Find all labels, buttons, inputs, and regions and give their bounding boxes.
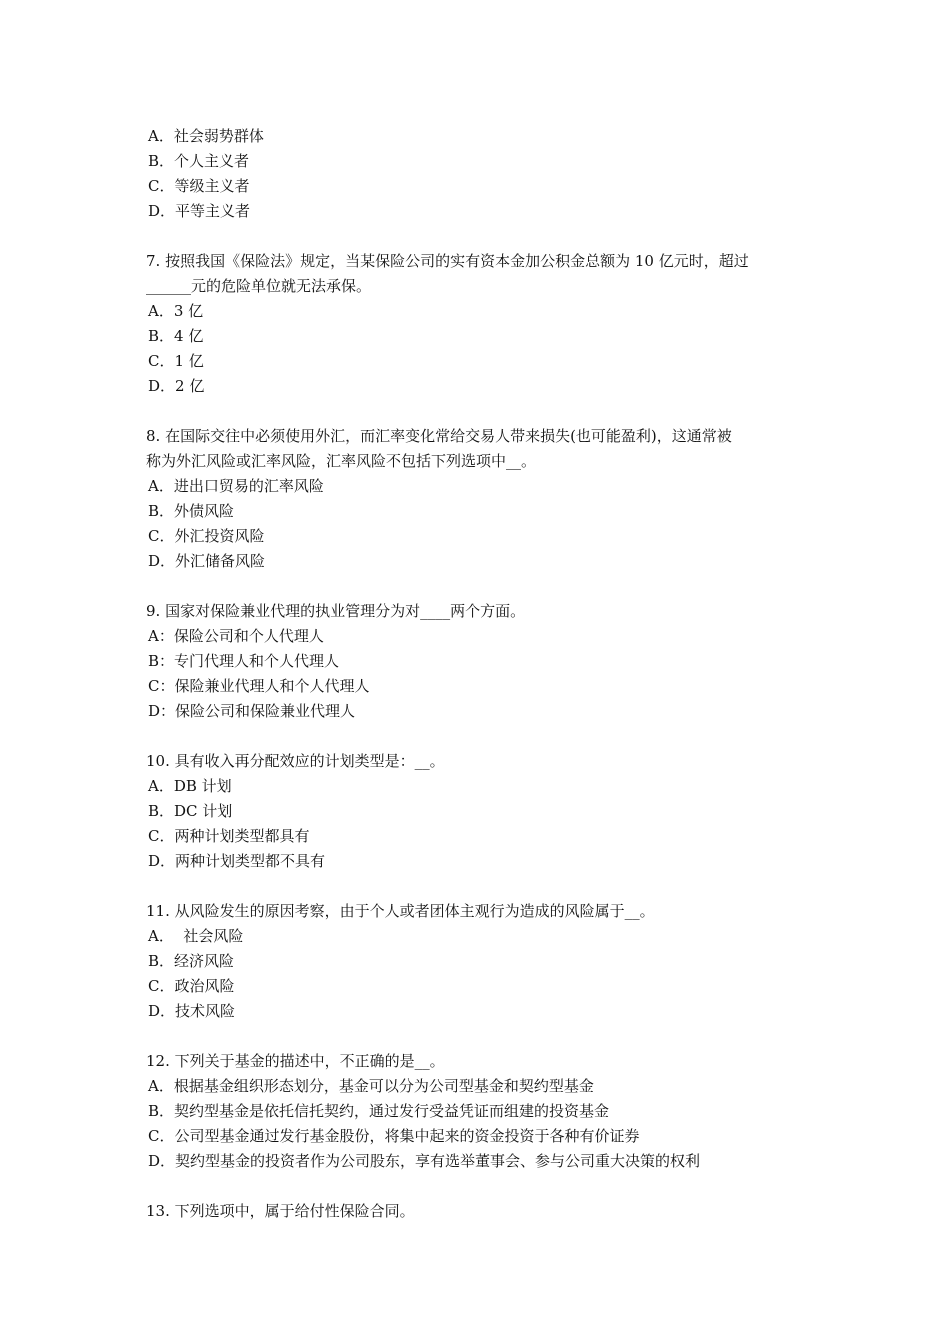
answer-option: A．3 亿	[148, 302, 204, 320]
answer-option: D．平等主义者	[148, 202, 251, 220]
answer-option: B．个人主义者	[148, 152, 250, 170]
answer-option: A．进出口贸易的汇率风险	[148, 477, 324, 495]
question-text-line: ______元的危险单位就无法承保。	[146, 277, 372, 295]
block-spacer	[146, 724, 826, 749]
question-block-q9	[146, 599, 826, 724]
answer-option: B．经济风险	[148, 952, 235, 970]
question-text-line: 9. 国家对保险兼业代理的执业管理分为对____两个方面。	[146, 602, 526, 620]
answer-option: D．契约型基金的投资者作为公司股东，享有选举董事会、参与公司重大决策的权利	[148, 1152, 701, 1170]
block-spacer	[146, 1174, 826, 1199]
answer-option: C．两种计划类型都具有	[148, 827, 310, 845]
answer-option: D．外汇储备风险	[148, 552, 266, 570]
answer-option: A．社会弱势群体	[148, 127, 264, 145]
question-text-line: 称为外汇风险或汇率风险，汇率风险不包括下列选项中__。	[146, 452, 537, 470]
answer-option: C：保险兼业代理人和个人代理人	[148, 677, 370, 695]
answer-option: D．两种计划类型都不具有	[148, 852, 326, 870]
question-block-q7	[146, 249, 826, 399]
question-block-q13	[146, 1199, 826, 1224]
question-text-line: 7. 按照我国《保险法》规定，当某保险公司的实有资本金加公积金总额为 10 亿元时，超过	[146, 252, 749, 270]
answer-option: A：保险公司和个人代理人	[148, 627, 324, 645]
answer-option: D．技术风险	[148, 1002, 236, 1020]
answer-option: C．等级主义者	[148, 177, 250, 195]
answer-option: A．DB 计划	[148, 777, 232, 795]
answer-option: B．4 亿	[148, 327, 204, 345]
block-spacer	[146, 874, 826, 899]
answer-option: C．公司型基金通过发行基金股份，将集中起来的资金投资于各种有价证券	[148, 1127, 640, 1145]
answer-option: D．2 亿	[148, 377, 205, 395]
answer-option: B．外债风险	[148, 502, 235, 520]
question-block-q6	[146, 124, 826, 224]
answer-option: B．契约型基金是依托信托契约，通过发行受益凭证而组建的投资基金	[148, 1102, 610, 1120]
question-text-line: 13. 下列选项中，属于给付性保险合同。	[146, 1202, 415, 1220]
question-block-q8	[146, 424, 826, 574]
answer-option: C．政治风险	[148, 977, 235, 995]
question-text-line: 8. 在国际交往中必须使用外汇，而汇率变化常给交易人带来损失(也可能盈利)，这通常被	[146, 427, 732, 445]
document-body	[146, 124, 826, 1224]
answer-option: C．1 亿	[148, 352, 204, 370]
block-spacer	[146, 574, 826, 599]
question-block-q12	[146, 1049, 826, 1174]
answer-option: B．DC 计划	[148, 802, 233, 820]
question-text-line: 12. 下列关于基金的描述中，不正确的是__。	[146, 1052, 445, 1070]
question-block-q10	[146, 749, 826, 874]
answer-option: A． 社会风险	[148, 927, 244, 945]
block-spacer	[146, 1024, 826, 1049]
answer-option: C．外汇投资风险	[148, 527, 265, 545]
question-text-line: 10. 具有收入再分配效应的计划类型是：__。	[146, 752, 445, 770]
answer-option: A．根据基金组织形态划分，基金可以分为公司型基金和契约型基金	[148, 1077, 594, 1095]
answer-option: D：保险公司和保险兼业代理人	[148, 702, 356, 720]
block-spacer	[146, 224, 826, 249]
answer-option: B：专门代理人和个人代理人	[148, 652, 340, 670]
question-text-line: 11. 从风险发生的原因考察，由于个人或者团体主观行为造成的风险属于__。	[146, 902, 655, 920]
block-spacer	[146, 399, 826, 424]
question-block-q11	[146, 899, 826, 1024]
